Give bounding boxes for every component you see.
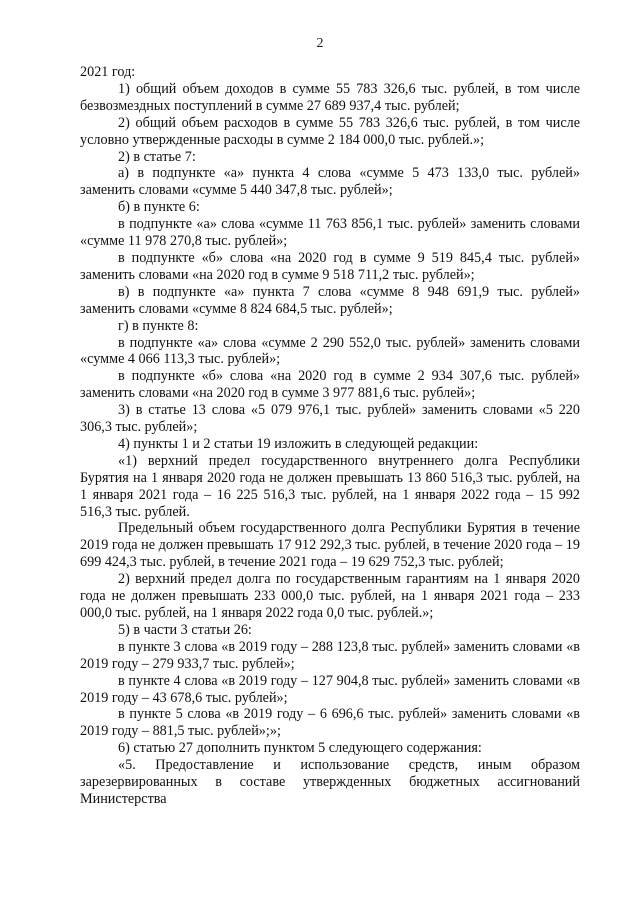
paragraph-26-3: в пункте 3 слова «в 2019 году – 288 123,8 тыс. рублей» заменить словами «в 2019 году – 279 933,7 тыс. рублей»;	[80, 638, 580, 672]
paragraph-article-19: 4) пункты 1 и 2 статьи 19 изложить в следующей редакции:	[118, 435, 479, 452]
paragraph-expenses: 2) общий объем расходов в сумме 55 783 326,6 тыс. рублей, в том числе условно утвержденные расходы в сумме 2 184 000,0 тыс. рублей.»;	[80, 114, 580, 148]
paragraph-article-26: 5) в части 3 статьи 26:	[118, 621, 252, 638]
paragraph-7-b-b: в подпункте «б» слова «на 2020 год в сумме 9 519 845,4 тыс. рублей» заменить словами «на 2020 год в сумме 9 518 711,2 тыс. рублей»;	[80, 249, 580, 283]
paragraph-revenue: 1) общий объем доходов в сумме 55 783 326,6 тыс. рублей, в том числе безвозмездных поступлений в сумме 27 689 937,4 тыс. рублей;	[80, 80, 580, 114]
paragraph-7-g-b: в подпункте «б» слова «на 2020 год в сумме 2 934 307,6 тыс. рублей» заменить словами «на 2020 год в сумме 3 977 881,6 тыс. рублей»;	[80, 368, 580, 402]
paragraph-27-5: «5. Предоставление и использование средств, иным образом зарезервированных в составе утвержденных бюджетных ассигнований Министерства	[80, 757, 580, 807]
paragraph-article-13: 3) в статье 13 слова «5 079 976,1 тыс. рублей» заменить словами «5 220 306,3 тыс. рублей»;	[80, 402, 580, 436]
paragraph-year-heading: 2021 год:	[80, 64, 136, 80]
page-number: 2	[316, 36, 324, 51]
paragraph-19-2: 2) верхний предел долга по государственным гарантиям на 1 января 2020 года не должен превышать 233 000,0 тыс. рублей, на 1 января 2021 года – 233 000,0 тыс. рублей, на 1 января 2022 года 0,0 тыс. рублей.»;	[80, 571, 580, 621]
paragraph-19-limit: Предельный объем государственного долга Республики Бурятия в течение 2019 года не должен превышать 17 912 292,3 тыс. рублей, в течение 2020 года – 19 699 424,3 тыс. рублей, в течение 2021 года – 19 629 752,3 тыс. рублей;	[80, 520, 580, 571]
paragraph-7-v: в) в подпункте «а» пункта 7 слова «сумме 8 948 691,9 тыс. рублей» заменить словами «сумме 8 824 684,5 тыс. рублей»;	[80, 283, 580, 317]
paragraph-26-4: в пункте 4 слова «в 2019 году – 127 904,8 тыс. рублей» заменить словами «в 2019 году – 43 678,6 тыс. рублей»;	[80, 672, 580, 706]
paragraph-article-7: 2) в статье 7:	[118, 148, 196, 165]
paragraph-7-b: б) в пункте 6:	[118, 199, 200, 216]
document-body	[80, 64, 580, 808]
paragraph-7-g: г) в пункте 8:	[118, 317, 199, 334]
paragraph-7-a: а) в подпункте «а» пункта 4 слова «сумме 5 473 133,0 тыс. рублей» заменить словами «сумме 5 440 347,8 тыс. рублей»;	[80, 165, 580, 199]
paragraph-article-27: 6) статью 27 дополнить пунктом 5 следующего содержания:	[118, 740, 482, 757]
paragraph-19-1: «1) верхний предел государственного внутреннего долга Республики Бурятия на 1 января 2020 года не должен превышать 13 860 516,3 тыс. рублей, на 1 января 2021 года – 16 225 516,3 тыс. рублей, на 1 января 2022 года – 15 992 516,3 тыс. рублей.	[80, 452, 580, 520]
paragraph-7-g-a: в подпункте «а» слова «сумме 2 290 552,0 тыс. рублей» заменить словами «сумме 4 066 113,3 тыс. рублей»;	[80, 334, 580, 368]
paragraph-7-b-a: в подпункте «а» слова «сумме 11 763 856,1 тыс. рублей» заменить словами «сумме 11 978 270,8 тыс. рублей»;	[80, 216, 580, 250]
paragraph-26-5: в пункте 5 слова «в 2019 году – 6 696,6 тыс. рублей» заменить словами «в 2019 году – 881,5 тыс. рублей»;»;	[80, 706, 580, 740]
